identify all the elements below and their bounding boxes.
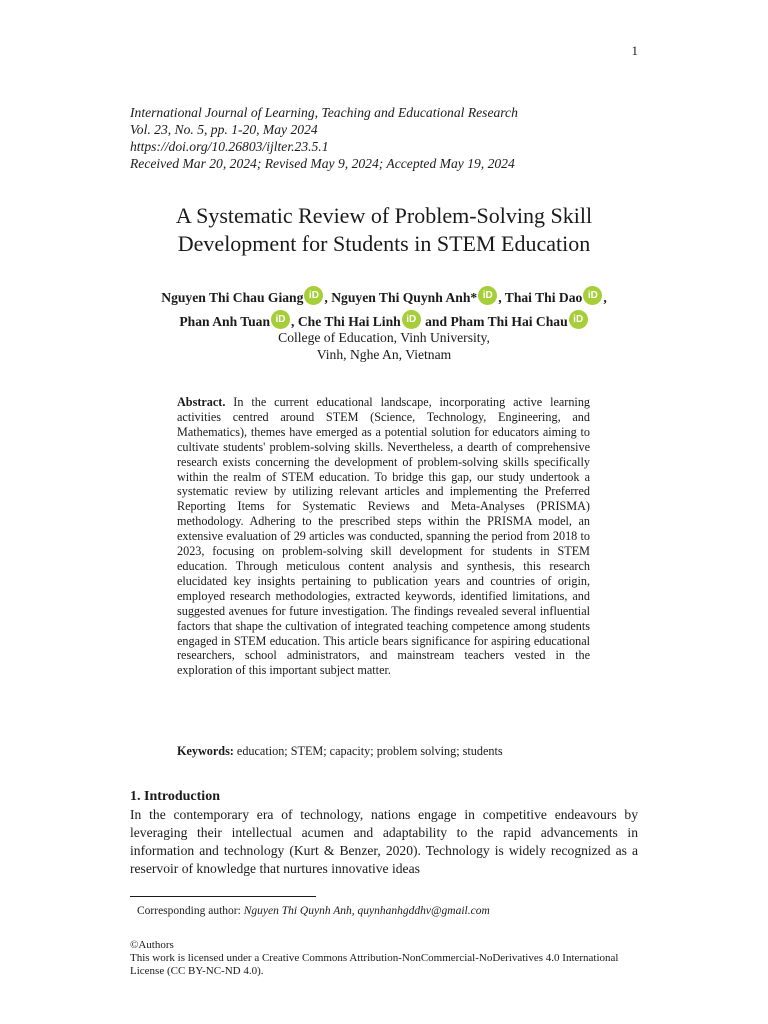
affiliation-line-2: Vinh, Nghe An, Vietnam [316,347,452,362]
paper-title [110,202,658,258]
orcid-icon[interactable]: iD [402,310,421,329]
journal-name: International Journal of Learning, Teaching and Educational Research [130,105,518,120]
footnote-divider [130,896,316,897]
orcid-icon[interactable]: iD [304,286,323,305]
journal-doi[interactable]: https://doi.org/10.26803/ijlter.23.5.1 [130,139,329,154]
author-separator: , [291,314,298,329]
orcid-icon[interactable]: iD [569,310,588,329]
page-number: 1 [631,43,638,58]
keywords-label: Keywords: [177,744,234,758]
orcid-icon[interactable]: iD [271,310,290,329]
keywords [177,744,590,759]
orcid-icon[interactable]: iD [583,286,602,305]
copyright-line: ©Authors [130,939,174,951]
journal-dates: Received Mar 20, 2024; Revised May 9, 2024; Accepted May 19, 2024 [130,156,515,171]
orcid-icon[interactable]: iD [478,286,497,305]
corresponding-author-footnote [137,904,490,918]
footnote-value: Nguyen Thi Quynh Anh, quynhanhgddhv@gmail.com [243,905,490,917]
author-separator: , [498,290,505,305]
author-name: Phan Anh Tuan [179,314,271,329]
footnote-label: Corresponding author: [137,905,241,917]
affiliation [110,329,658,363]
abstract-text: In the current educational landscape, incorporating active learning activities centred around STEM (Science, Technology, Engineering, and Mathematics), themes have emerged as a potential solution for educators aiming to cultivate students' problem-solving skills. Nevertheless, a dearth of comprehensive research exists concerning the development of problem-solving skills specifically within the realm of STEM education. To bridge this gap, our study undertook a systematic review by utilizing relevant articles and implementing the Preferred Reporting Items for Systematic Reviews and Meta-Analyses (PRISMA) methodology. Adhering to the prescribed steps within the PRISMA model, an extensive evaluation of 29 articles was conducted, spanning the period from 2018 to 2023, focusing on problem-solving skill development for students in STEM education. Through meticulous content analysis and synthesis, this research elucidated key insights pertaining to publication years and countries of origin, employed research methodologies, extracted keywords, identified limitations, and suggested avenues for future investigation. The findings revealed several influential factors that shape the cultivation of integrated teaching competence among students engaged in STEM education. This article bears significance for aspiring educational researchers, school administrators, and mainstream teachers vested in the exploration of this important subject matter. [177,395,591,678]
author-name: Che Thi Hai Linh [297,314,401,329]
affiliation-line-1: College of Education, Vinh University, [278,330,490,345]
abstract-label: Abstract. [177,395,226,409]
abstract [177,395,590,678]
title-line-1: A Systematic Review of Problem-Solving Skill [175,203,593,228]
author-separator: , [603,290,607,305]
author-separator: , [324,290,332,305]
author-name: Nguyen Thi Chau Giang [161,290,304,305]
license-notice [130,939,640,978]
title-line-2: Development for Students in STEM Education [177,231,591,256]
keywords-text: education; STEM; capacity; problem solving; students [236,744,503,758]
section-heading-introduction: 1. Introduction [130,789,220,804]
author-line-1 [110,286,658,310]
author-name: Pham Thi Hai Chau [450,314,568,329]
author-name: Thai Thi Dao [504,290,583,305]
license-text: This work is licensed under a Creative Commons Attribution-NonCommercial-NoDerivatives 4.0 International License (CC BY-NC-ND 4.0). [130,952,619,977]
author-list [110,286,658,334]
journal-volume: Vol. 23, No. 5, pp. 1-20, May 2024 [130,122,318,137]
journal-info [130,104,518,172]
introduction-text: In the contemporary era of technology, nations engage in competitive endeavours by leveraging their intellectual acumen and adaptability to the rapid advancements in information and technology (Kurt & Benzer, 2020). Technology is widely recognized as a reservoir of knowledge that nurtures innovative ideas [130,807,638,876]
author-name: Nguyen Thi Quynh Anh* [331,290,478,305]
author-separator: and [421,314,451,329]
